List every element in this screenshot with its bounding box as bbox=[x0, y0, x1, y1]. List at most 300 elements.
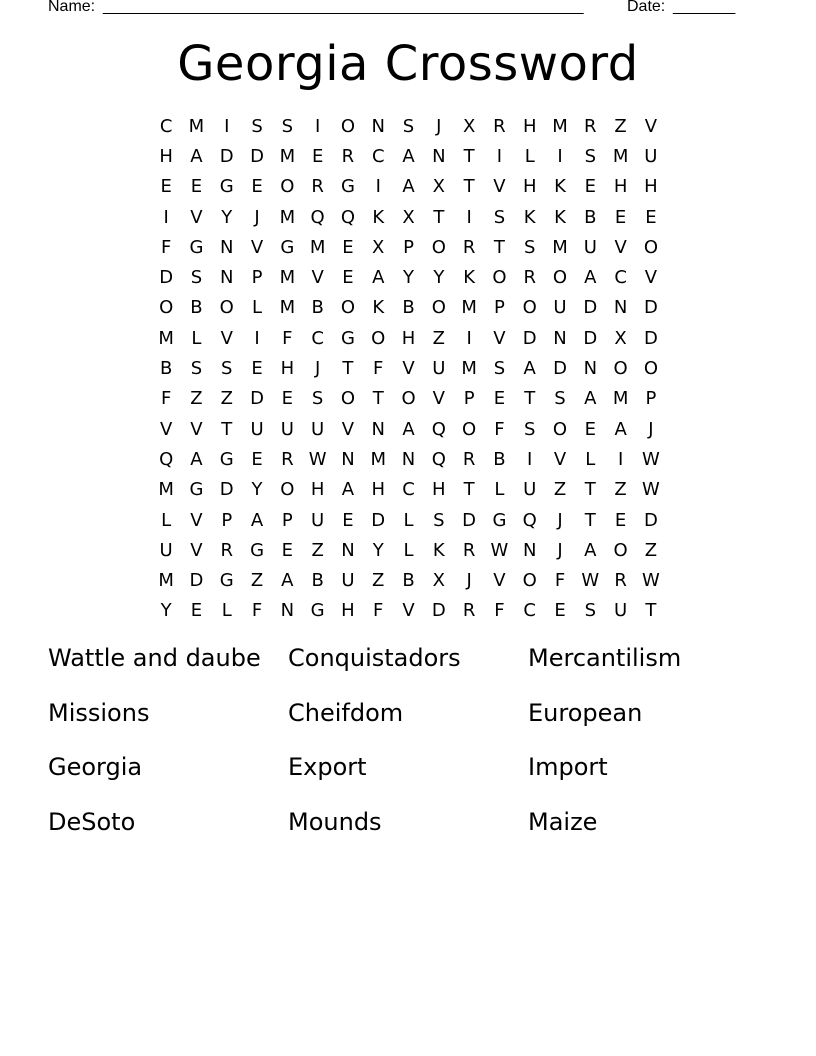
grid-letter[interactable]: P bbox=[251, 267, 263, 289]
grid-letter[interactable]: A bbox=[402, 145, 415, 167]
word-bank-item: Mounds bbox=[288, 808, 382, 837]
word-bank-item: Export bbox=[288, 753, 367, 782]
grid-letter[interactable]: L bbox=[524, 145, 535, 167]
grid-letter[interactable]: E bbox=[645, 206, 657, 228]
grid-letter[interactable]: O bbox=[371, 327, 386, 349]
grid-letter[interactable]: Q bbox=[522, 509, 537, 531]
grid-letter[interactable]: L bbox=[403, 539, 414, 561]
grid-letter[interactable]: Z bbox=[250, 570, 264, 592]
grid-letter[interactable]: N bbox=[280, 600, 295, 622]
grid-letter[interactable]: Z bbox=[190, 388, 203, 410]
grid-letter[interactable]: O bbox=[401, 388, 416, 410]
grid-letter[interactable]: O bbox=[159, 297, 174, 319]
grid-letter[interactable]: J bbox=[557, 539, 563, 561]
grid-letter[interactable]: E bbox=[342, 509, 354, 531]
grid-letter[interactable]: D bbox=[159, 267, 174, 289]
grid-letter[interactable]: R bbox=[281, 448, 294, 470]
grid-letter[interactable]: O bbox=[643, 358, 658, 380]
grid-letter[interactable]: E bbox=[554, 600, 566, 622]
grid-letter[interactable]: S bbox=[221, 358, 233, 380]
grid-letter[interactable]: N bbox=[432, 145, 446, 167]
grid-letter[interactable]: U bbox=[644, 145, 658, 167]
grid-letter[interactable]: L bbox=[191, 327, 202, 349]
grid-letter[interactable]: B bbox=[493, 448, 506, 470]
grid-letter[interactable]: H bbox=[401, 327, 416, 349]
grid-letter[interactable]: O bbox=[462, 418, 477, 440]
grid-letter[interactable]: F bbox=[494, 418, 505, 440]
word-bank-item: DeSoto bbox=[48, 808, 136, 837]
grid-letter[interactable]: O bbox=[340, 297, 356, 319]
grid-letter[interactable]: J bbox=[648, 418, 654, 440]
grid-letter[interactable]: S bbox=[584, 145, 597, 167]
name-label: Name: bbox=[48, 0, 96, 15]
grid-letter[interactable]: A bbox=[523, 358, 536, 380]
grid-letter[interactable]: Q bbox=[310, 206, 325, 228]
grid-letter[interactable]: T bbox=[463, 145, 475, 167]
grid-letter[interactable]: F bbox=[373, 600, 384, 622]
grid-letter[interactable]: H bbox=[644, 176, 658, 198]
grid-letter[interactable]: B bbox=[584, 206, 597, 228]
grid-letter[interactable]: I bbox=[466, 327, 472, 349]
grid-letter[interactable]: V bbox=[190, 206, 203, 228]
grid-letter[interactable]: U bbox=[614, 600, 628, 622]
grid-letter[interactable]: R bbox=[462, 600, 476, 622]
grid-letter[interactable]: U bbox=[311, 509, 325, 531]
grid-letter[interactable]: V bbox=[190, 418, 203, 440]
grid-letter[interactable]: V bbox=[644, 267, 658, 289]
grid-letter[interactable]: D bbox=[553, 358, 567, 380]
grid-letter[interactable]: V bbox=[190, 539, 203, 561]
grid-letter[interactable]: S bbox=[554, 388, 566, 410]
grid-letter[interactable]: U bbox=[280, 418, 294, 440]
grid-letter[interactable]: R bbox=[220, 539, 233, 561]
grid-letter[interactable]: D bbox=[250, 388, 264, 410]
grid-letter[interactable]: F bbox=[160, 388, 172, 410]
grid-letter[interactable]: V bbox=[614, 236, 627, 258]
grid-letter[interactable]: K bbox=[372, 297, 385, 319]
grid-letter[interactable]: I bbox=[557, 145, 563, 167]
grid-letter[interactable]: T bbox=[645, 600, 657, 622]
grid-letter[interactable]: F bbox=[373, 358, 384, 380]
grid-letter[interactable]: R bbox=[462, 539, 476, 561]
grid-letter[interactable]: C bbox=[523, 600, 536, 622]
grid-letter[interactable]: T bbox=[342, 358, 354, 380]
grid-letter[interactable]: R bbox=[523, 267, 536, 289]
grid-letter[interactable]: O bbox=[340, 115, 356, 137]
grid-letter[interactable]: A bbox=[402, 176, 415, 198]
grid-letter[interactable]: J bbox=[466, 570, 472, 592]
grid-letter[interactable]: D bbox=[431, 600, 446, 622]
grid-letter[interactable]: O bbox=[280, 479, 295, 501]
grid-letter[interactable]: G bbox=[340, 176, 355, 198]
grid-letter[interactable]: E bbox=[342, 236, 354, 258]
grid-letter[interactable]: W bbox=[490, 539, 509, 561]
grid-letter[interactable]: I bbox=[466, 206, 472, 228]
grid-letter[interactable]: Z bbox=[311, 539, 324, 561]
grid-letter[interactable]: E bbox=[614, 509, 627, 531]
grid-letter[interactable]: O bbox=[492, 267, 507, 289]
grid-letter[interactable]: O bbox=[613, 358, 628, 380]
grid-letter[interactable]: H bbox=[159, 145, 173, 167]
grid-letter[interactable]: S bbox=[433, 509, 445, 531]
grid-letter[interactable]: V bbox=[220, 327, 233, 349]
grid-letter[interactable]: X bbox=[462, 115, 476, 137]
grid-letter[interactable]: Q bbox=[431, 448, 446, 470]
grid-letter[interactable]: K bbox=[554, 176, 566, 198]
grid-letter[interactable]: U bbox=[159, 539, 173, 561]
grid-letter[interactable]: R bbox=[462, 448, 476, 470]
grid-letter[interactable]: D bbox=[462, 509, 477, 531]
grid-letter[interactable]: E bbox=[311, 145, 324, 167]
grid-letter[interactable]: C bbox=[159, 115, 173, 137]
grid-letter[interactable]: X bbox=[402, 206, 415, 228]
grid-letter[interactable]: T bbox=[584, 509, 596, 531]
grid-letter[interactable]: Z bbox=[432, 327, 445, 349]
grid-letter[interactable]: H bbox=[613, 176, 628, 198]
grid-letter[interactable]: Z bbox=[644, 539, 658, 561]
grid-letter[interactable]: E bbox=[251, 358, 263, 380]
grid-letter[interactable]: S bbox=[493, 206, 506, 228]
word-bank-item: Maize bbox=[528, 808, 598, 837]
grid-letter[interactable]: D bbox=[371, 509, 386, 531]
grid-letter[interactable]: S bbox=[523, 236, 536, 258]
grid-letter[interactable]: O bbox=[522, 570, 537, 592]
grid-letter[interactable]: D bbox=[522, 327, 537, 349]
grid-letter[interactable]: L bbox=[161, 509, 172, 531]
grid-letter[interactable]: T bbox=[463, 479, 475, 501]
grid-letter[interactable]: P bbox=[463, 388, 475, 410]
grid-letter[interactable]: K bbox=[432, 539, 445, 561]
grid-letter[interactable]: M bbox=[461, 297, 477, 319]
grid-letter[interactable]: V bbox=[432, 388, 445, 410]
grid-letter[interactable]: M bbox=[370, 448, 386, 470]
grid-letter[interactable]: K bbox=[554, 206, 566, 228]
grid-letter[interactable]: O bbox=[552, 267, 568, 289]
grid-letter[interactable]: H bbox=[310, 479, 325, 501]
grid-letter[interactable]: Z bbox=[614, 479, 627, 501]
grid-letter[interactable]: U bbox=[311, 418, 325, 440]
grid-letter[interactable]: A bbox=[372, 267, 385, 289]
word-bank-item: Missions bbox=[48, 698, 150, 727]
grid-letter[interactable]: R bbox=[311, 176, 324, 198]
grid-letter[interactable]: E bbox=[160, 176, 172, 198]
grid-letter[interactable]: F bbox=[160, 236, 172, 258]
grid-letter[interactable]: K bbox=[372, 206, 385, 228]
grid-letter[interactable]: Z bbox=[372, 570, 385, 592]
grid-letter[interactable]: X bbox=[432, 570, 445, 592]
grid-letter[interactable]: J bbox=[314, 358, 321, 380]
grid-letter[interactable]: Y bbox=[251, 479, 263, 501]
grid-letter[interactable]: B bbox=[311, 570, 324, 592]
grid-letter[interactable]: C bbox=[311, 327, 324, 349]
grid-letter[interactable]: Y bbox=[221, 206, 233, 228]
grid-letter[interactable]: M bbox=[158, 479, 174, 501]
grid-letter[interactable]: V bbox=[190, 509, 203, 531]
grid-letter[interactable]: S bbox=[584, 600, 597, 622]
grid-letter[interactable]: G bbox=[189, 479, 204, 501]
grid-letter[interactable]: U bbox=[523, 479, 537, 501]
grid-letter[interactable]: P bbox=[403, 236, 414, 258]
grid-letter[interactable]: Y bbox=[160, 600, 172, 622]
grid-letter[interactable]: A bbox=[281, 570, 294, 592]
grid-letter[interactable]: V bbox=[493, 570, 506, 592]
grid-letter[interactable]: O bbox=[552, 418, 568, 440]
grid-letter[interactable]: N bbox=[522, 539, 537, 561]
grid-letter[interactable]: N bbox=[220, 267, 234, 289]
grid-letter[interactable]: H bbox=[522, 115, 537, 137]
grid-letter[interactable]: S bbox=[190, 358, 203, 380]
grid-letter[interactable]: V bbox=[493, 327, 506, 349]
grid-letter[interactable]: H bbox=[432, 479, 446, 501]
grid-letter[interactable]: M bbox=[461, 358, 477, 380]
grid-letter[interactable]: V bbox=[493, 176, 506, 198]
grid-letter[interactable]: K bbox=[463, 267, 476, 289]
grid-letter[interactable]: A bbox=[584, 539, 597, 561]
grid-letter[interactable]: A bbox=[190, 145, 203, 167]
grid-letter[interactable]: R bbox=[493, 115, 506, 137]
grid-letter[interactable]: H bbox=[371, 479, 385, 501]
grid-letter[interactable]: T bbox=[463, 176, 475, 198]
grid-letter[interactable]: G bbox=[280, 236, 295, 258]
grid-letter[interactable]: V bbox=[311, 267, 324, 289]
grid-letter[interactable]: W bbox=[308, 448, 327, 470]
grid-letter[interactable]: H bbox=[341, 600, 355, 622]
grid-letter[interactable]: V bbox=[159, 418, 173, 440]
grid-letter[interactable]: O bbox=[431, 297, 446, 319]
grid-letter[interactable]: P bbox=[493, 297, 505, 319]
grid-letter[interactable]: S bbox=[402, 115, 415, 137]
grid-letter[interactable]: E bbox=[251, 448, 263, 470]
grid-letter[interactable]: N bbox=[341, 448, 355, 470]
grid-letter[interactable]: A bbox=[402, 418, 415, 440]
grid-letter[interactable]: A bbox=[341, 479, 355, 501]
grid-letter[interactable]: I bbox=[375, 176, 381, 198]
grid-letter[interactable]: O bbox=[340, 388, 356, 410]
grid-letter[interactable]: E bbox=[190, 600, 203, 622]
grid-letter[interactable]: X bbox=[432, 176, 445, 198]
grid-letter[interactable]: K bbox=[523, 206, 536, 228]
grid-letter[interactable]: F bbox=[251, 600, 263, 622]
grid-letter[interactable]: Z bbox=[553, 479, 567, 501]
grid-letter[interactable]: M bbox=[279, 297, 296, 319]
grid-letter[interactable]: M bbox=[158, 570, 174, 592]
grid-letter[interactable]: G bbox=[310, 600, 325, 622]
date-field[interactable]: _______ bbox=[673, 0, 736, 15]
grid-letter[interactable]: R bbox=[462, 236, 476, 258]
grid-letter[interactable]: T bbox=[524, 388, 536, 410]
grid-letter[interactable]: B bbox=[159, 358, 173, 380]
grid-letter[interactable]: E bbox=[281, 539, 294, 561]
grid-letter[interactable]: A bbox=[584, 388, 597, 410]
grid-letter[interactable]: R bbox=[341, 145, 355, 167]
grid-letter[interactable]: R bbox=[614, 570, 627, 592]
grid-letter[interactable]: C bbox=[614, 267, 627, 289]
grid-letter[interactable]: T bbox=[493, 236, 505, 258]
grid-letter[interactable]: D bbox=[219, 145, 234, 167]
grid-letter[interactable]: E bbox=[614, 206, 627, 228]
name-field[interactable]: ______________________________________________________ bbox=[103, 0, 584, 15]
grid-letter[interactable]: D bbox=[643, 297, 658, 319]
grid-letter[interactable]: E bbox=[251, 176, 263, 198]
grid-letter[interactable]: G bbox=[219, 570, 234, 592]
grid-letter[interactable]: F bbox=[494, 600, 505, 622]
grid-letter[interactable]: P bbox=[221, 509, 233, 531]
grid-letter[interactable]: J bbox=[254, 206, 260, 228]
grid-letter[interactable]: F bbox=[554, 570, 566, 592]
grid-letter[interactable]: S bbox=[523, 418, 536, 440]
grid-letter[interactable]: A bbox=[190, 448, 203, 470]
grid-letter[interactable]: O bbox=[522, 297, 537, 319]
grid-letter[interactable]: L bbox=[221, 600, 232, 622]
grid-letter[interactable]: A bbox=[250, 509, 264, 531]
grid-letter[interactable]: G bbox=[340, 327, 355, 349]
grid-letter[interactable]: A bbox=[614, 418, 627, 440]
grid-letter[interactable]: U bbox=[583, 236, 597, 258]
grid-letter[interactable]: L bbox=[585, 448, 596, 470]
grid-letter[interactable]: B bbox=[402, 570, 415, 592]
grid-letter[interactable]: M bbox=[279, 145, 296, 167]
grid-letter[interactable]: Z bbox=[220, 388, 233, 410]
grid-letter[interactable]: H bbox=[280, 358, 295, 380]
grid-letter[interactable]: E bbox=[584, 176, 596, 198]
grid-letter[interactable]: D bbox=[219, 479, 234, 501]
grid-letter[interactable]: B bbox=[311, 297, 324, 319]
grid-letter[interactable]: W bbox=[581, 570, 600, 592]
grid-letter[interactable]: L bbox=[252, 297, 263, 319]
grid-letter[interactable]: N bbox=[613, 297, 628, 319]
grid-letter[interactable]: E bbox=[281, 388, 294, 410]
word-bank-item: Wattle and daube bbox=[48, 644, 261, 672]
grid-letter[interactable]: T bbox=[372, 388, 384, 410]
grid-letter[interactable]: G bbox=[492, 509, 507, 531]
grid-letter[interactable]: M bbox=[612, 145, 629, 167]
word-bank-item: Conquistadors bbox=[288, 644, 461, 672]
grid-letter[interactable]: N bbox=[553, 327, 567, 349]
word-bank-item: Georgia bbox=[48, 753, 143, 782]
grid-letter[interactable]: E bbox=[342, 267, 354, 289]
grid-letter[interactable]: M bbox=[612, 388, 629, 410]
grid-letter[interactable]: P bbox=[281, 509, 293, 531]
grid-letter[interactable]: D bbox=[583, 327, 598, 349]
grid-letter[interactable]: V bbox=[402, 358, 415, 380]
grid-letter[interactable]: U bbox=[553, 297, 567, 319]
grid-letter[interactable]: S bbox=[190, 267, 203, 289]
grid-letter[interactable]: P bbox=[645, 388, 657, 410]
grid-letter[interactable]: Y bbox=[372, 539, 384, 561]
grid-letter[interactable]: O bbox=[643, 236, 658, 258]
grid-letter[interactable]: N bbox=[401, 448, 416, 470]
grid-letter[interactable]: U bbox=[341, 570, 355, 592]
grid-letter[interactable]: C bbox=[371, 145, 385, 167]
grid-letter[interactable]: G bbox=[219, 176, 234, 198]
grid-letter[interactable]: W bbox=[641, 570, 660, 592]
grid-letter[interactable]: M bbox=[158, 327, 174, 349]
grid-letter[interactable]: T bbox=[433, 206, 445, 228]
grid-letter[interactable]: I bbox=[496, 145, 503, 167]
grid-letter[interactable]: W bbox=[641, 479, 660, 501]
grid-letter[interactable]: H bbox=[522, 176, 537, 198]
grid-letter[interactable]: X bbox=[614, 327, 627, 349]
grid-letter[interactable]: I bbox=[527, 448, 533, 470]
grid-letter[interactable]: I bbox=[163, 206, 169, 228]
grid-letter[interactable]: N bbox=[220, 236, 234, 258]
grid-letter[interactable]: Y bbox=[403, 267, 415, 289]
grid-letter[interactable]: T bbox=[584, 479, 596, 501]
grid-letter[interactable]: O bbox=[431, 236, 446, 258]
grid-letter[interactable]: V bbox=[250, 236, 264, 258]
grid-letter[interactable]: N bbox=[371, 115, 385, 137]
grid-letter[interactable]: A bbox=[584, 267, 597, 289]
grid-letter[interactable]: S bbox=[493, 358, 506, 380]
grid-letter[interactable]: M bbox=[552, 115, 568, 137]
grid-letter[interactable]: R bbox=[584, 115, 597, 137]
grid-letter[interactable]: Z bbox=[614, 115, 627, 137]
grid-letter[interactable]: E bbox=[584, 418, 596, 440]
grid-letter[interactable]: C bbox=[402, 479, 415, 501]
grid-letter[interactable]: O bbox=[613, 539, 628, 561]
grid-letter[interactable]: W bbox=[641, 448, 660, 470]
grid-letter[interactable]: D bbox=[643, 327, 658, 349]
grid-letter[interactable]: O bbox=[280, 176, 295, 198]
grid-letter[interactable]: S bbox=[251, 115, 263, 137]
grid-letter[interactable]: Q bbox=[159, 448, 174, 470]
grid-letter[interactable]: E bbox=[493, 388, 506, 410]
grid-letter[interactable]: V bbox=[402, 600, 415, 622]
grid-letter[interactable]: I bbox=[224, 115, 230, 137]
grid-letter[interactable]: I bbox=[254, 327, 260, 349]
grid-letter[interactable]: L bbox=[494, 479, 505, 501]
grid-letter[interactable]: J bbox=[557, 509, 563, 531]
grid-letter[interactable]: M bbox=[552, 236, 568, 258]
grid-letter[interactable]: I bbox=[314, 115, 321, 137]
grid-letter[interactable]: N bbox=[341, 539, 355, 561]
grid-letter[interactable]: L bbox=[403, 509, 414, 531]
grid-letter[interactable]: G bbox=[189, 236, 204, 258]
grid-letter[interactable]: D bbox=[643, 509, 658, 531]
grid-letter[interactable]: D bbox=[189, 570, 204, 592]
grid-letter[interactable]: V bbox=[553, 448, 567, 470]
grid-letter[interactable]: B bbox=[402, 297, 415, 319]
grid-letter[interactable]: D bbox=[583, 297, 598, 319]
grid-letter[interactable]: X bbox=[372, 236, 385, 258]
grid-letter[interactable]: T bbox=[221, 418, 233, 440]
grid-letter[interactable]: G bbox=[219, 448, 234, 470]
grid-letter[interactable]: I bbox=[617, 448, 624, 470]
grid-letter[interactable]: M bbox=[188, 115, 205, 137]
grid-letter[interactable]: M bbox=[279, 206, 296, 228]
grid-letter[interactable]: M bbox=[309, 236, 326, 258]
grid-letter[interactable]: Q bbox=[431, 418, 446, 440]
grid-letter[interactable]: U bbox=[432, 358, 446, 380]
grid-letter[interactable]: B bbox=[190, 297, 203, 319]
grid-letter[interactable]: V bbox=[341, 418, 355, 440]
grid-letter[interactable]: E bbox=[190, 176, 203, 198]
grid-letter[interactable]: N bbox=[583, 358, 598, 380]
grid-letter[interactable]: J bbox=[436, 115, 442, 137]
grid-letter[interactable]: Y bbox=[433, 267, 445, 289]
grid-letter[interactable]: S bbox=[281, 115, 294, 137]
grid-letter[interactable]: S bbox=[311, 388, 324, 410]
grid-letter[interactable]: G bbox=[250, 539, 265, 561]
grid-letter[interactable]: Q bbox=[340, 206, 356, 228]
grid-letter[interactable]: U bbox=[250, 418, 264, 440]
grid-letter[interactable]: F bbox=[282, 327, 293, 349]
grid-letter[interactable]: M bbox=[279, 267, 296, 289]
grid-letter[interactable]: N bbox=[371, 418, 385, 440]
grid-letter[interactable]: O bbox=[219, 297, 234, 319]
grid-letter[interactable]: D bbox=[250, 145, 264, 167]
grid-letter[interactable]: V bbox=[644, 115, 658, 137]
